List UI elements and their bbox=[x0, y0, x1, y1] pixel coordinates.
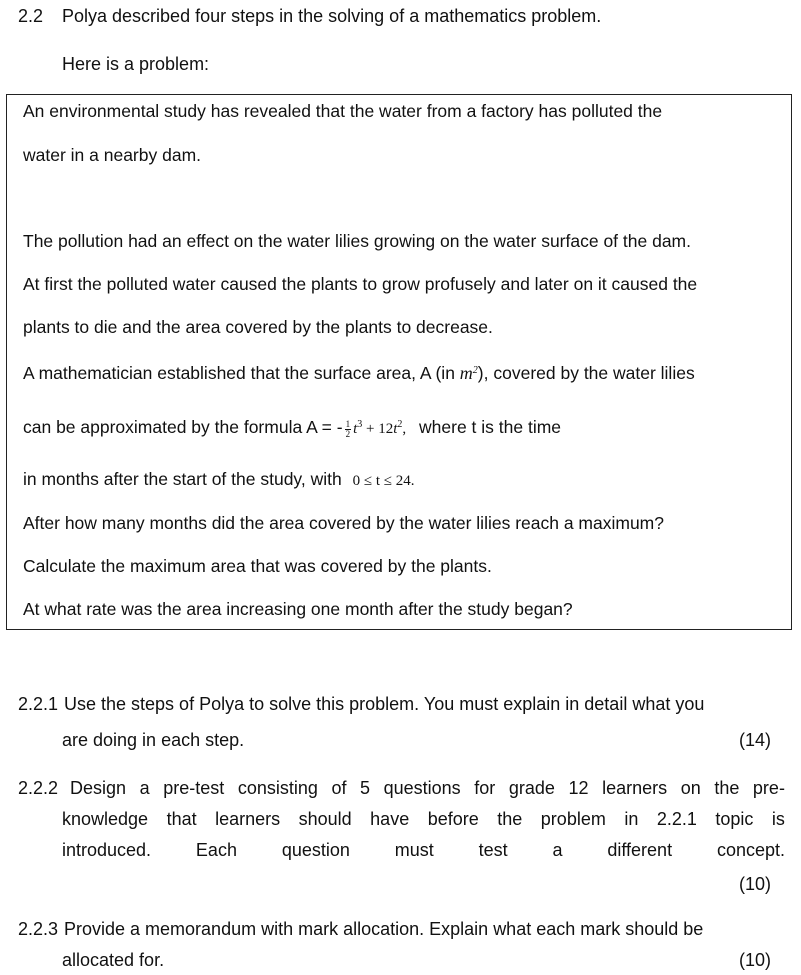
q222-word: before bbox=[427, 809, 479, 829]
problem-line-10: Calculate the maximum area that was covered by the plants. bbox=[23, 556, 492, 576]
q222-word: of bbox=[331, 778, 347, 798]
q222-word: different bbox=[607, 840, 673, 860]
q222-word: introduced. bbox=[62, 840, 152, 860]
q222-word: the bbox=[497, 809, 523, 829]
q221-line-1: Use the steps of Polya to solve this problem. You must explain in detail what you bbox=[64, 694, 705, 714]
q222-word: pre-test bbox=[163, 778, 225, 798]
domain-range: 0 ≤ t ≤ 24. bbox=[352, 473, 415, 489]
q222-word: 12 bbox=[568, 778, 589, 798]
q221-number: 2.2.1 bbox=[18, 694, 59, 714]
q222-word: questions bbox=[383, 778, 461, 798]
problem-line-4: At first the polluted water caused the plants to grow profusely and later on it caused the bbox=[23, 274, 698, 294]
formula-fraction: $\frac{1}{2}$ bbox=[345, 419, 351, 440]
question-heading: Polya described four steps in the solving of a mathematics problem. bbox=[62, 6, 602, 26]
question-number: 2.2 bbox=[18, 6, 44, 26]
q222-word: 2.2.1 bbox=[656, 809, 697, 829]
q222-word: a bbox=[552, 840, 563, 860]
q222-word: Each bbox=[195, 840, 237, 860]
q222-word: have bbox=[370, 809, 410, 829]
q222-word: knowledge bbox=[62, 809, 149, 829]
problem-intro: Here is a problem: bbox=[62, 54, 210, 74]
q222-line-1 bbox=[70, 778, 785, 799]
q223-line-1: Provide a memorandum with mark allocation. Explain what each mark should be bbox=[64, 919, 704, 939]
problem-line-8: in months after the start of the study, with 0 ≤ t ≤ 24. bbox=[23, 469, 415, 489]
q222-word: that bbox=[166, 809, 197, 829]
q222-number: 2.2.2 bbox=[18, 778, 59, 798]
q222-word: test bbox=[478, 840, 508, 860]
q222-word: learners bbox=[602, 778, 668, 798]
problem-line-7 bbox=[23, 417, 561, 439]
area-unit: $m^2$ bbox=[459, 363, 478, 383]
problem-line-6 bbox=[23, 363, 695, 384]
q222-word: Design bbox=[70, 778, 127, 798]
q223-marks: (10) bbox=[738, 950, 771, 970]
q222-word: 5 bbox=[360, 778, 371, 798]
q222-word: consisting bbox=[237, 778, 318, 798]
q222-word: is bbox=[771, 809, 785, 829]
q222-word: should bbox=[298, 809, 352, 829]
q222-word: pre- bbox=[752, 778, 785, 798]
problem-line-3: The pollution had an effect on the water lilies growing on the water surface of the dam. bbox=[23, 231, 691, 251]
q222-word: for bbox=[474, 778, 496, 798]
problem-line-9: After how many months did the area covered by the water lilies reach a maximum? bbox=[23, 513, 664, 533]
problem-line-2: water in a nearby dam. bbox=[23, 145, 202, 165]
problem-line-1: An environmental study has revealed that the water from a factory has polluted the bbox=[23, 101, 663, 121]
q223-number: 2.2.3 bbox=[18, 919, 59, 939]
q222-word: concept. bbox=[716, 840, 785, 860]
formula: $\frac{1}{2}$ $t^3 + 12t^2$, bbox=[345, 419, 407, 440]
q222-marks: (10) bbox=[738, 874, 771, 894]
q221-marks: (14) bbox=[738, 730, 771, 750]
formula-lead: can be approximated by the formula A = - bbox=[23, 417, 343, 437]
q222-word: must bbox=[394, 840, 434, 860]
q222-word: in bbox=[624, 809, 639, 829]
problem-line-5: plants to die and the area covered by the plants to decrease. bbox=[23, 317, 493, 337]
q222-word: learners bbox=[215, 809, 281, 829]
problem-box bbox=[6, 94, 792, 630]
q222-word: a bbox=[139, 778, 150, 798]
q221-line-2: are doing in each step. bbox=[62, 730, 245, 750]
q222-word: question bbox=[281, 840, 350, 860]
formula-trail: where t is the time bbox=[419, 417, 562, 437]
q222-word: grade bbox=[508, 778, 555, 798]
q222-word: on bbox=[680, 778, 701, 798]
problem-line-11: At what rate was the area increasing one month after the study began? bbox=[23, 599, 573, 619]
q222-word: the bbox=[714, 778, 740, 798]
q222-word: topic bbox=[715, 809, 754, 829]
problem-line-6-pre: A mathematician established that the surface area, A (in bbox=[23, 363, 460, 383]
problem-line-6-post: ), covered by the water lilies bbox=[477, 363, 695, 383]
q222-line-2 bbox=[62, 809, 785, 830]
q223-line-2: allocated for. bbox=[62, 950, 165, 970]
q222-line-3 bbox=[62, 840, 785, 861]
q222-word: problem bbox=[540, 809, 606, 829]
